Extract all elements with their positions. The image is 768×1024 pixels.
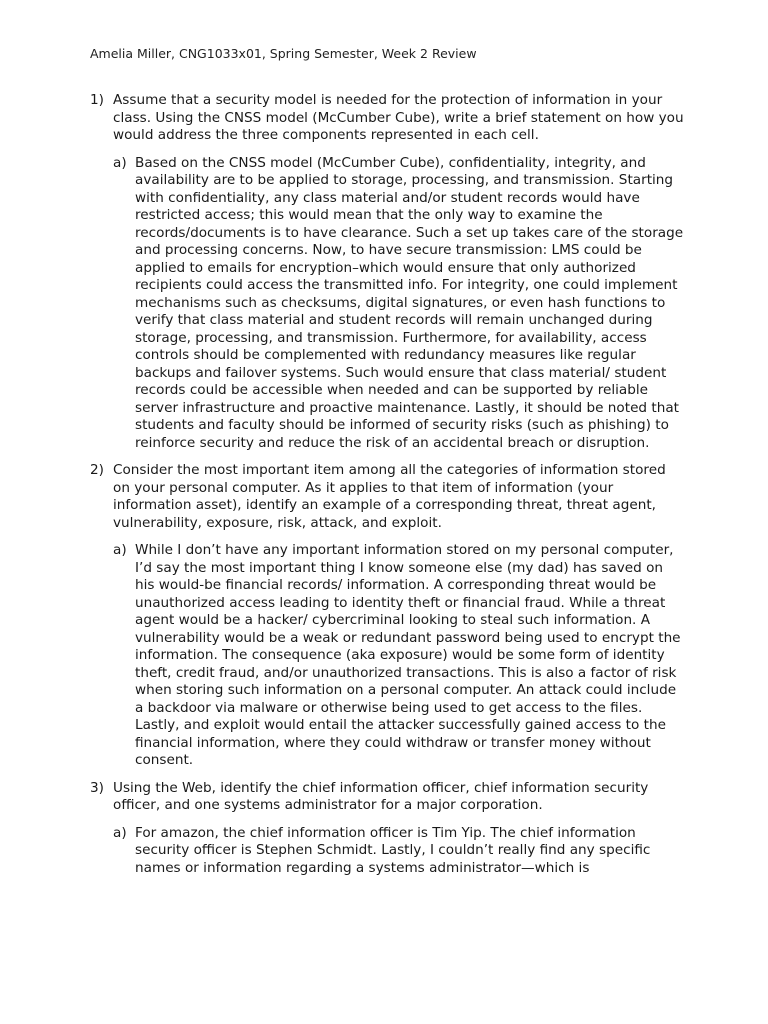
question-3-text: Using the Web, identify the chief information officer, chief information security officer, and one systems administrator for a major corporation. <box>113 779 649 813</box>
question-1-number: 1) <box>90 92 104 108</box>
answer-3-marker: a) <box>113 824 127 841</box>
document-body <box>90 92 686 887</box>
answer-2-text: While I don’t have any important information stored on my personal computer, I’d say the most important thing I know someone else (my dad) has saved on his would-be financial records/ information. A corresponding threat would be unauthorized access leading to identity theft or financial fraud. While a threat agent would be a hacker/ cybercriminal looking to steal such information. A vulnerability would be a weak or redundant password being used to encrypt the information. The consequence (aka exposure) would be some form of identity theft, credit fraud, and/or unauthorized transactions. This is also a factor of risk when storing such information on a personal computer. An attack could include a backdoor via malware or otherwise being used to get access to the files. Lastly, and exploit would entail the attacker successfully gained access to the financial information, where they could withdraw or transfer money without consent. <box>135 542 681 768</box>
question-3 <box>90 780 686 815</box>
answer-2-marker: a) <box>113 542 127 558</box>
document-header: Amelia Miller, CNG1033x01, Spring Semester, Week 2 Review <box>90 46 477 61</box>
question-3-number: 3) <box>90 779 104 796</box>
answer-2 <box>113 542 686 770</box>
answer-1 <box>113 155 686 453</box>
question-1 <box>90 92 686 145</box>
question-2-number: 2) <box>90 462 104 478</box>
question-2 <box>90 462 686 532</box>
answer-3 <box>113 825 686 878</box>
question-2-text: Consider the most important item among all the categories of information stored on your personal computer. As it applies to that item of information (your information asset), identify an example of a corresponding threat, threat agent, vulnerability, exposure, risk, attack, and exploit. <box>113 462 666 531</box>
question-1-text: Assume that a security model is needed for the protection of information in your class. Using the CNSS model (McCumber Cube), write a brief statement on how you would address the three components represented in each cell. <box>113 92 684 143</box>
answer-3-text: For amazon, the chief information officer is Tim Yip. The chief information security officer is Stephen Schmidt. Lastly, I couldn’t really find any specific names or information regarding a systems administrator—which is <box>135 824 651 876</box>
answer-1-text: Based on the CNSS model (McCumber Cube), confidentiality, integrity, and availability are to be applied to storage, processing, and transmission. Starting with confidentiality, any class material and/or student records would have restricted access; this would mean that the only way to examine the records/documents is to have clearance. Such a set up takes care of the storage and processing concerns. Now, to have secure transmission: LMS could be applied to emails for encryption–which would ensure that only authorized recipients could access the transmitted info. For integrity, one could implement mechanisms such as checksums, digital signatures, or even hash functions to verify that class material and student records will remain unchanged during storage, processing, and transmission. Furthermore, for availability, access controls should be complemented with redundancy measures like regular backups and failover systems. Such would ensure that class material/ student records could be accessible when needed and can be supported by reliable server infrastructure and proactive maintenance. Lastly, it should be noted that students and faculty should be informed of security risks (such as phishing) to reinforce security and reduce the risk of an accidental breach or disruption. <box>135 154 684 451</box>
answer-1-marker: a) <box>113 154 127 171</box>
